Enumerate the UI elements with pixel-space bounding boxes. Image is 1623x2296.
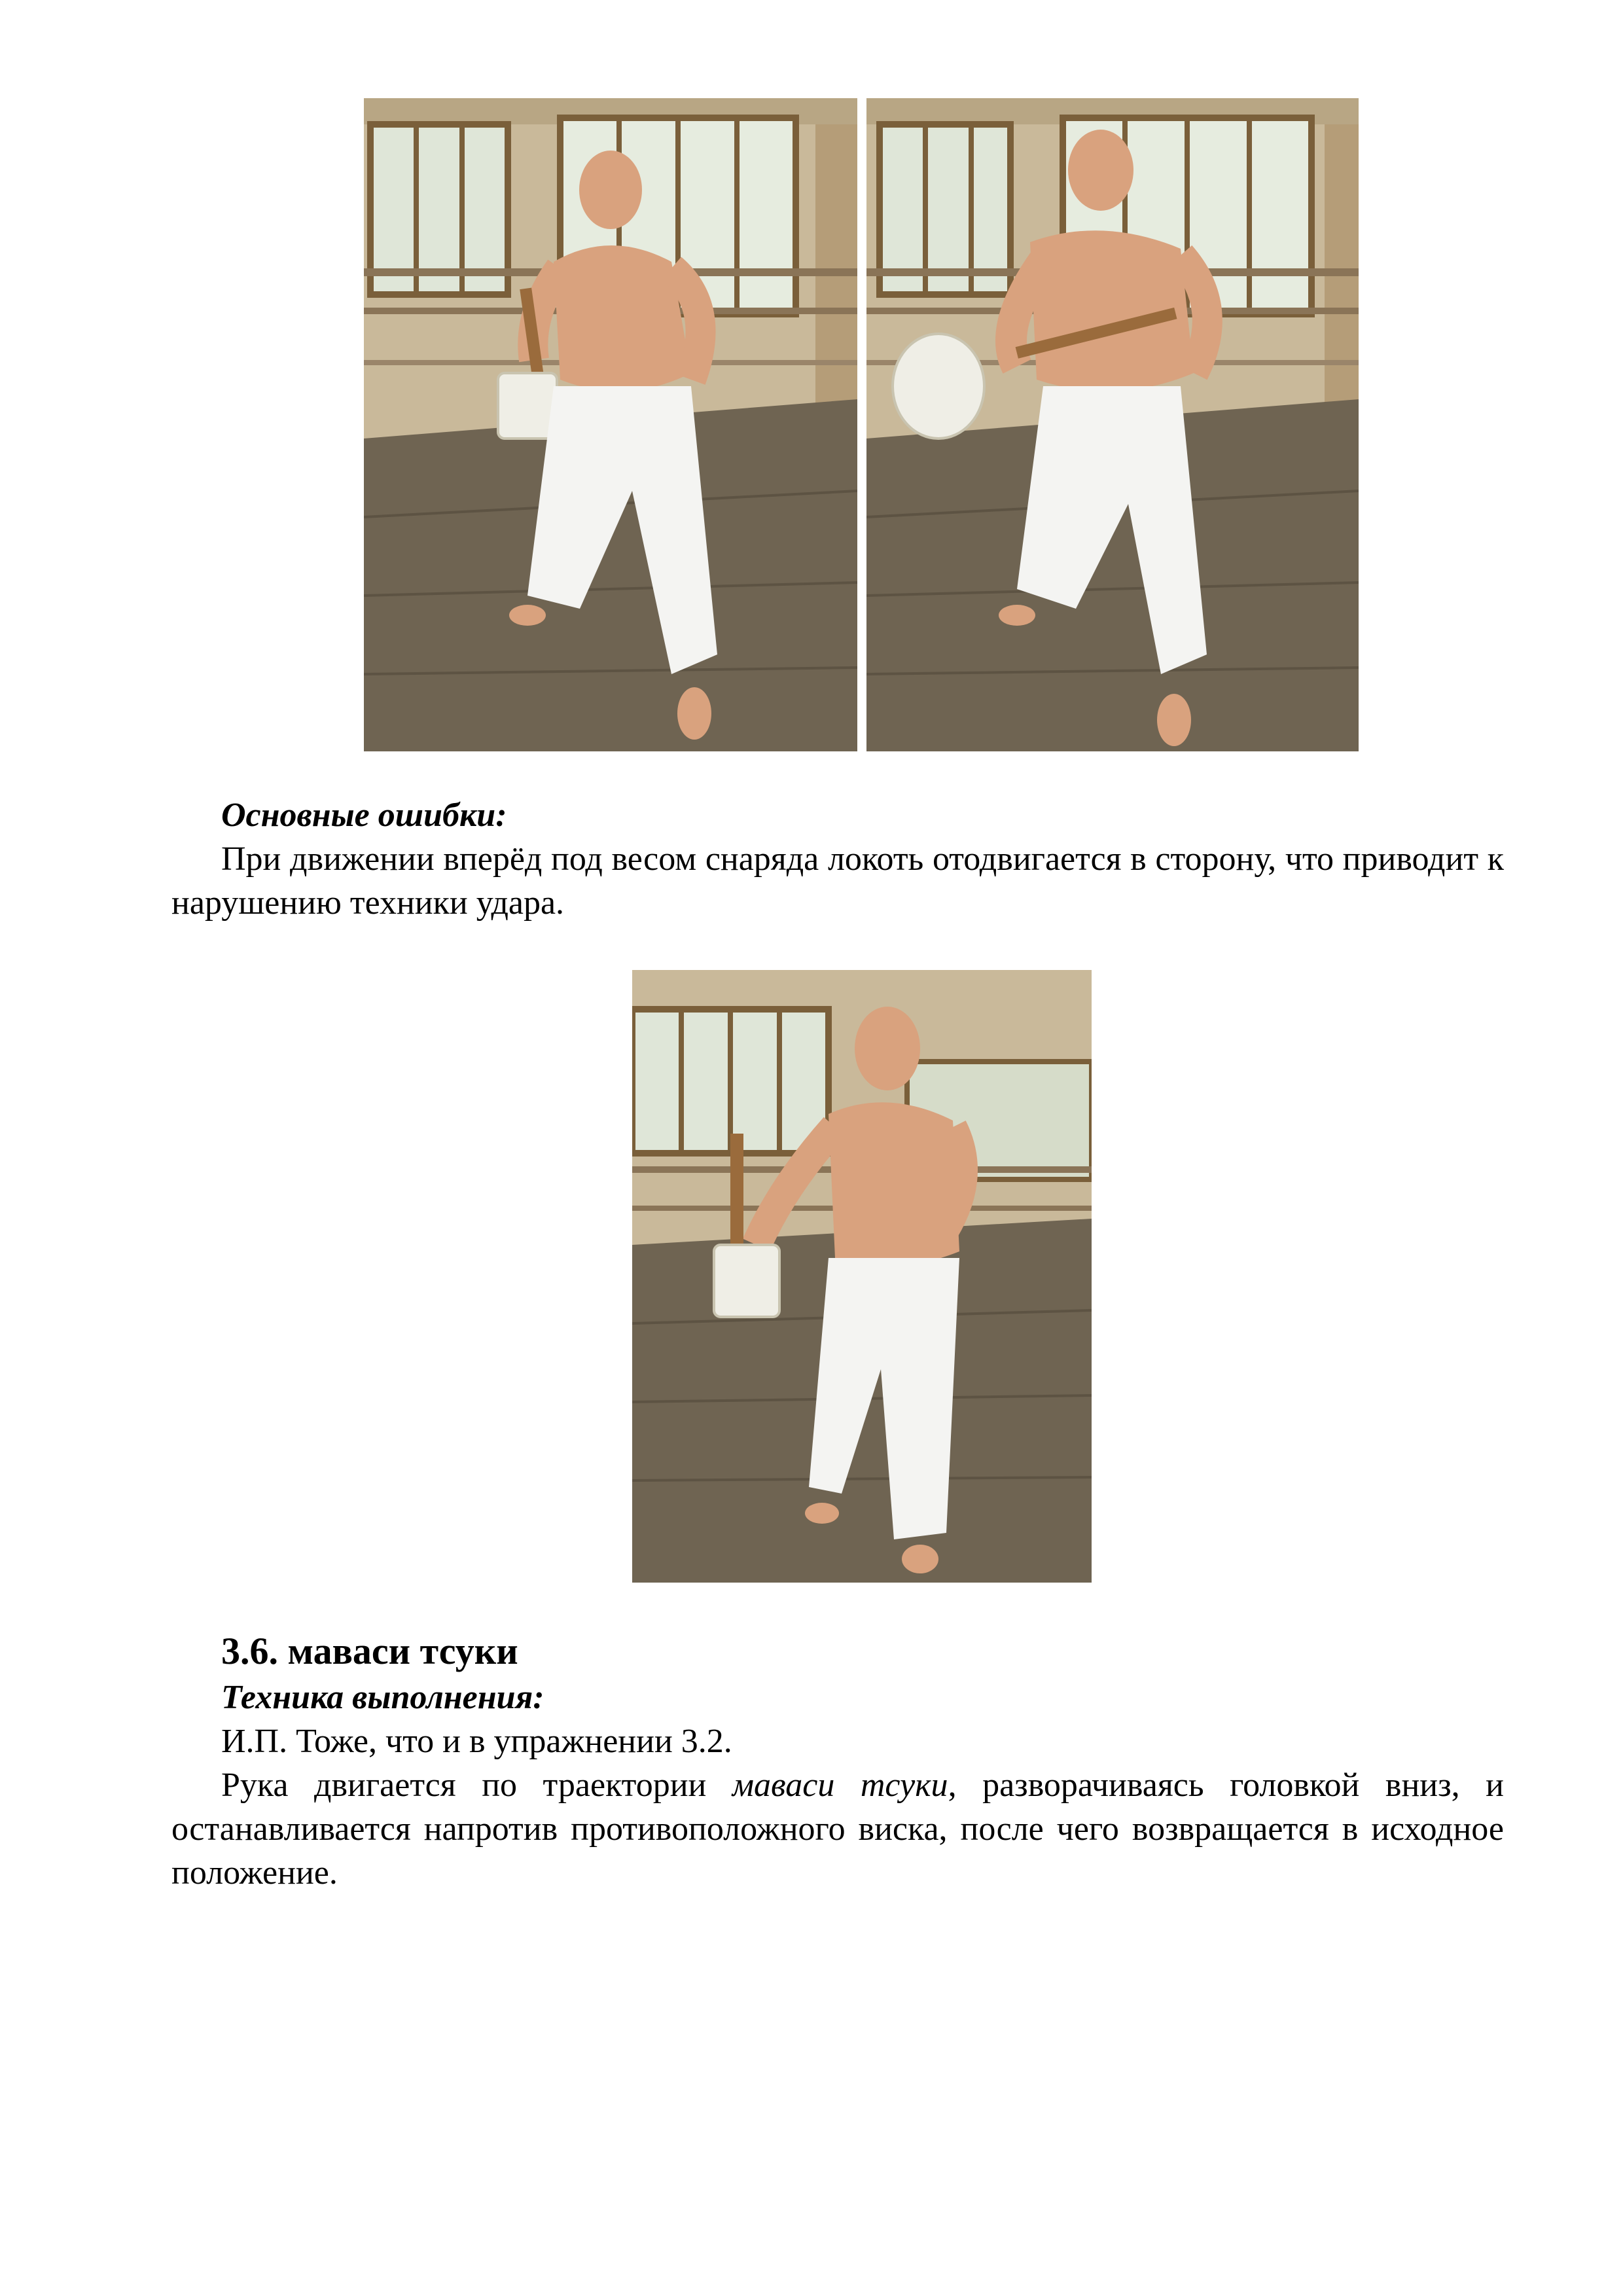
errors-heading: Основные ошибки: bbox=[221, 797, 507, 834]
paragraph-2-text-after: , разворачиваясь головкой вниз, и останавливается напротив противоположного виска, после чего возвращается в исходное положение. bbox=[171, 1767, 1504, 1892]
photo-start-position-image bbox=[364, 98, 857, 751]
errors-paragraph: При движении вперёд под весом снаряда локоть отодвигается в сторону, что приводит к нарушению техники удара. bbox=[171, 840, 1504, 922]
section-paragraph-2 bbox=[171, 1763, 1504, 1895]
paragraph-2-text-before: Рука двигается по траектории bbox=[221, 1767, 732, 1804]
photo-forward-position-image bbox=[866, 98, 1359, 751]
technique-heading: Техника выполнения: bbox=[221, 1679, 544, 1716]
photo-start-position bbox=[364, 98, 857, 751]
errors-section bbox=[171, 793, 1504, 925]
section-3-6 bbox=[171, 1627, 1504, 1895]
photo-error-example-image bbox=[632, 970, 1092, 1583]
section-title: 3.6. маваси тсуки bbox=[221, 1630, 518, 1672]
paragraph-2-emphasis: маваси тсуки bbox=[732, 1767, 948, 1804]
photo-forward-position bbox=[866, 98, 1359, 751]
photo-error-example bbox=[632, 970, 1092, 1583]
section-paragraph-1: И.П. Тоже, что и в упражнении 3.2. bbox=[221, 1723, 732, 1760]
